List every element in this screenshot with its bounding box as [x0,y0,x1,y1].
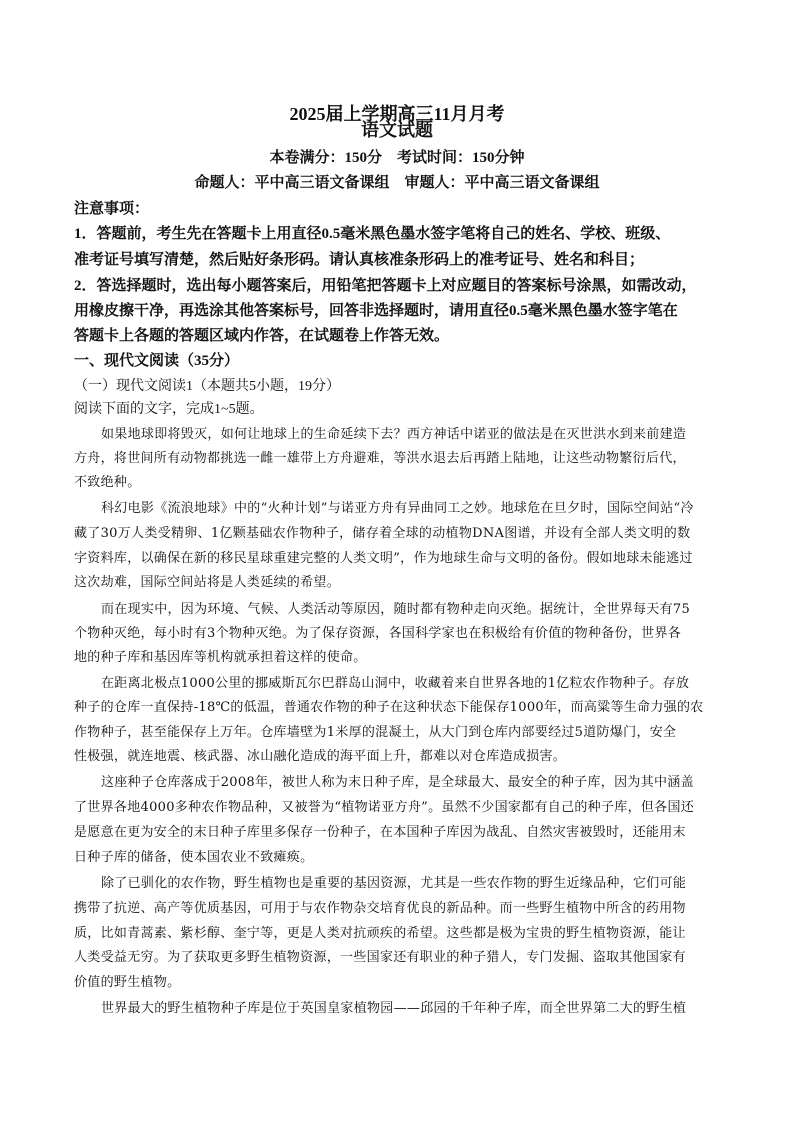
passage-line: 个物种灭绝，每小时有3个物种灭绝。为了保存资源，各国科学家也在积极给有价值的物种备份，世界各 [74,626,682,641]
passage-line: 藏了30万人类受精卵、1亿颗基础农作物种子，储存着全球的动植物DNA图谱，并设有全部人类文明的数 [74,526,691,541]
passage-line: 这座种子仓库落成于2008年，被世人称为末日种子库，是全球最大、最安全的种子库，因为其中涵盖 [101,775,694,790]
passage-line: 性极强，就连地震、核武器、冰山融化造成的海平面上升，都难以对仓库造成损害。 [74,749,567,764]
passage-line: 地的种子库和基因库等机构就承担着这样的使命。 [74,650,367,665]
reading-instruction: 阅读下面的文字，完成1~5题。 [74,402,264,417]
notice-line: 2．答选择题时，选出每小题答案后，用铅笔把答题卡上对应题目的答案标号涂黑，如需改动， [74,278,697,294]
passage-line: 字资料库，以确保在新的移民星球重建完整的人类文明”，作为地球生命与文明的备份。假如地球未能逃过 [74,551,693,566]
passage-line: 除了已驯化的农作物，野生植物也是重要的基因资源，尤其是一些农作物的野生近缘品种，它们可能 [101,876,687,891]
passage-line: 是愿意在更为安全的末日种子库里多保存一份种子，在本国种子库因为战乱、自然灾害被毁时，还能用末 [74,825,686,840]
authors-line: 命题人：平中高三语文备课组 审题人：平中高三语文备课组 [194,175,600,191]
passage-line: 不致绝种。 [74,475,141,490]
passage-line: 质，比如青蒿素、紫杉醇、奎宁等，更是人类对抗顽疾的希望。这些都是极为宝贵的野生植物资源，能让 [74,926,686,941]
passage-line: 种子的仓库一直保持-18℃的低温，普通农作物的种子在这种状态下能保存1000年，而高粱等生命力强的农 [74,700,704,715]
passage-line: 如果地球即将毁灭，如何让地球上的生命延续下去？西方神话中诺亚的做法是在灭世洪水到来前建造 [101,427,687,442]
passage-line: 这次劫难，国际空间站将是人类延续的希望。 [74,575,341,590]
sub-section-heading: （一）现代文阅读1（本题共5小题，19分） [74,379,340,394]
passage-line: 人类受益无穷。为了获取更多野生植物资源，一些国家还有职业的种子猎人，专门发掘、盗取其他国家有 [74,950,686,965]
passage-line: 方舟，将世间所有动物都挑选一雌一雄带上方舟避难，等洪水退去后再踏上陆地，让这些动物繁衍后代， [74,451,686,466]
passage-line: 而在现实中，因为环境、气候、人类活动等原因，随时都有物种走向灭绝。据统计，全世界每天有75 [101,602,691,617]
score-time-line: 本卷满分：150分 考试时间：150分钟 [269,150,525,166]
passage-line: 在距离北极点1000公里的挪威斯瓦尔巴群岛山洞中，收藏着来自世界各地的1亿粒农作物种子。存放 [101,676,690,691]
section-heading: 一、现代文阅读（35分） [74,353,240,369]
subject-title: 语文试题 [361,120,433,140]
notice-line: 答题卡上各题的答题区域内作答，在试题卷上作答无效。 [74,328,450,344]
passage-line: 日种子库的储备，使本国农业不致瘫痪。 [74,850,314,865]
notice-line: 1．答题前，考生先在答题卡上用直径0.5毫米黑色墨水签字笔将自己的姓名、学校、班级、 [74,226,671,242]
notice-heading: 注意事项： [74,201,150,217]
passage-line: 了世界各地4000多种农作物品种，又被誉为“植物诺亚方舟”。虽然不少国家都有自己的种子库，但各国还 [74,800,695,815]
passage-line: 世界最大的野生植物种子库是位于英国皇家植物园——邱园的千年种子库，而全世界第二大的野生植 [101,1001,687,1016]
passage-line: 价值的野生植物。 [74,975,181,990]
passage-line: 作物种子，甚至能保存上万年。仓库墙壁为1米厚的混凝土，从大门到仓库内部要经过5道防爆门，安全 [74,725,677,740]
notice-line: 用橡皮擦干净，再选涂其他答案标号，回答非选择题时，请用直径0.5毫米黑色墨水签字笔在 [74,303,678,319]
passage-line: 科幻电影《流浪地球》中的“火种计划”与诺亚方舟有异曲同工之妙。地球危在旦夕时，国际空间站“冷 [101,501,694,516]
notice-line: 准考证号填写清楚，然后贴好条形码。请认真核准条形码上的准考证号、姓名和科目； [74,252,645,268]
exam-title: 2025届上学期高三11月月考 [289,104,505,124]
passage-line: 携带了抗逆、高产等优质基因，可用于与农作物杂交培育优良的新品种。而一些野生植物中所含的药用物 [74,901,686,916]
